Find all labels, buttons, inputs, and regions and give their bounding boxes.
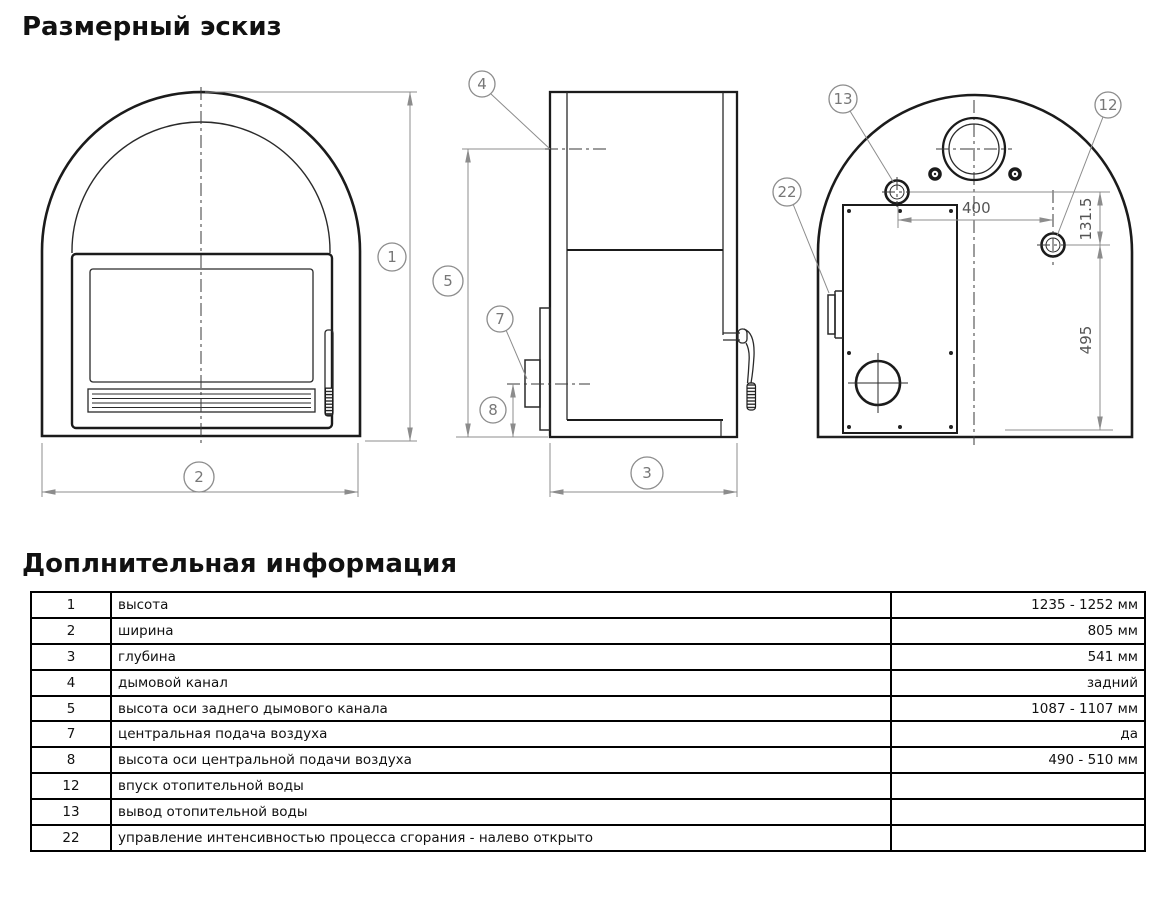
row-name: центральная подача воздуха	[111, 721, 891, 747]
row-value: 490 - 510 мм	[891, 747, 1145, 773]
table-row	[31, 721, 1145, 747]
table-row	[31, 747, 1145, 773]
callout-22-label: 22	[777, 183, 797, 201]
callout-7-label: 7	[495, 310, 505, 328]
callout-22-group	[773, 178, 829, 293]
table-row	[31, 825, 1145, 851]
row-number: 12	[31, 773, 111, 799]
row-name: управление интенсивностью процесса сгорания - налево открыто	[111, 825, 891, 851]
table-row	[31, 670, 1145, 696]
row-value	[891, 825, 1145, 851]
table-row	[31, 618, 1145, 644]
row-number: 13	[31, 799, 111, 825]
row-number: 8	[31, 747, 111, 773]
table-row	[31, 773, 1145, 799]
dim-air-height	[480, 384, 513, 437]
row-number: 7	[31, 721, 111, 747]
door-handle-side	[723, 329, 756, 410]
water-inlet-port	[1037, 190, 1069, 265]
row-name: ширина	[111, 618, 891, 644]
callout-3-label: 3	[642, 464, 652, 482]
row-number: 4	[31, 670, 111, 696]
side-view	[433, 71, 756, 497]
table-row	[31, 592, 1145, 618]
table-row	[31, 799, 1145, 825]
row-value: 1087 - 1107 мм	[891, 696, 1145, 722]
front-view	[42, 87, 417, 497]
row-number: 5	[31, 696, 111, 722]
row-name: глубина	[111, 644, 891, 670]
dim-width	[42, 443, 358, 497]
combustion-control-lever	[828, 291, 843, 338]
stove-door	[72, 254, 332, 428]
callout-4-group	[469, 71, 550, 149]
row-number: 2	[31, 618, 111, 644]
dim-131-5	[910, 192, 1110, 245]
rear-panel	[843, 205, 957, 433]
rear-view	[773, 85, 1132, 445]
callout-13-label: 13	[833, 90, 853, 108]
callout-13-group	[829, 85, 894, 183]
callout-2-label: 2	[194, 468, 204, 486]
callout-1-label: 1	[387, 248, 397, 266]
dim-131-5-label: 131.5	[1077, 197, 1095, 241]
rear-air-opening	[848, 353, 908, 413]
callout-7-group	[487, 306, 527, 379]
row-name: вывод отопительной воды	[111, 799, 891, 825]
dim-495-label: 495	[1077, 325, 1095, 355]
row-name: впуск отопительной воды	[111, 773, 891, 799]
dim-400	[898, 199, 1053, 228]
section-title: Доплнительная информация	[22, 549, 458, 579]
callout-5-label: 5	[443, 272, 453, 290]
row-name: высота оси заднего дымового канала	[111, 696, 891, 722]
row-value: да	[891, 721, 1145, 747]
row-value: 1235 - 1252 мм	[891, 592, 1145, 618]
rear-plate	[540, 308, 550, 430]
row-value	[891, 799, 1145, 825]
row-number: 3	[31, 644, 111, 670]
row-name: дымовой канал	[111, 670, 891, 696]
callout-8-label: 8	[488, 401, 498, 419]
table-row	[31, 644, 1145, 670]
page-title: Размерный эскиз	[22, 12, 282, 42]
dim-400-label: 400	[962, 199, 991, 217]
row-value: 805 мм	[891, 618, 1145, 644]
row-number: 22	[31, 825, 111, 851]
row-value: задний	[891, 670, 1145, 696]
table-row	[31, 696, 1145, 722]
row-value	[891, 773, 1145, 799]
row-number: 1	[31, 592, 111, 618]
dim-flue-height	[433, 149, 548, 437]
dim-495	[1005, 245, 1113, 430]
row-name: высота оси центральной подачи воздуха	[111, 747, 891, 773]
dim-depth	[550, 443, 737, 497]
callout-12-label: 12	[1098, 96, 1118, 114]
callout-4-label: 4	[477, 75, 487, 93]
info-table	[30, 591, 1146, 852]
water-outlet-port	[882, 177, 912, 207]
row-value: 541 мм	[891, 644, 1145, 670]
row-name: высота	[111, 592, 891, 618]
